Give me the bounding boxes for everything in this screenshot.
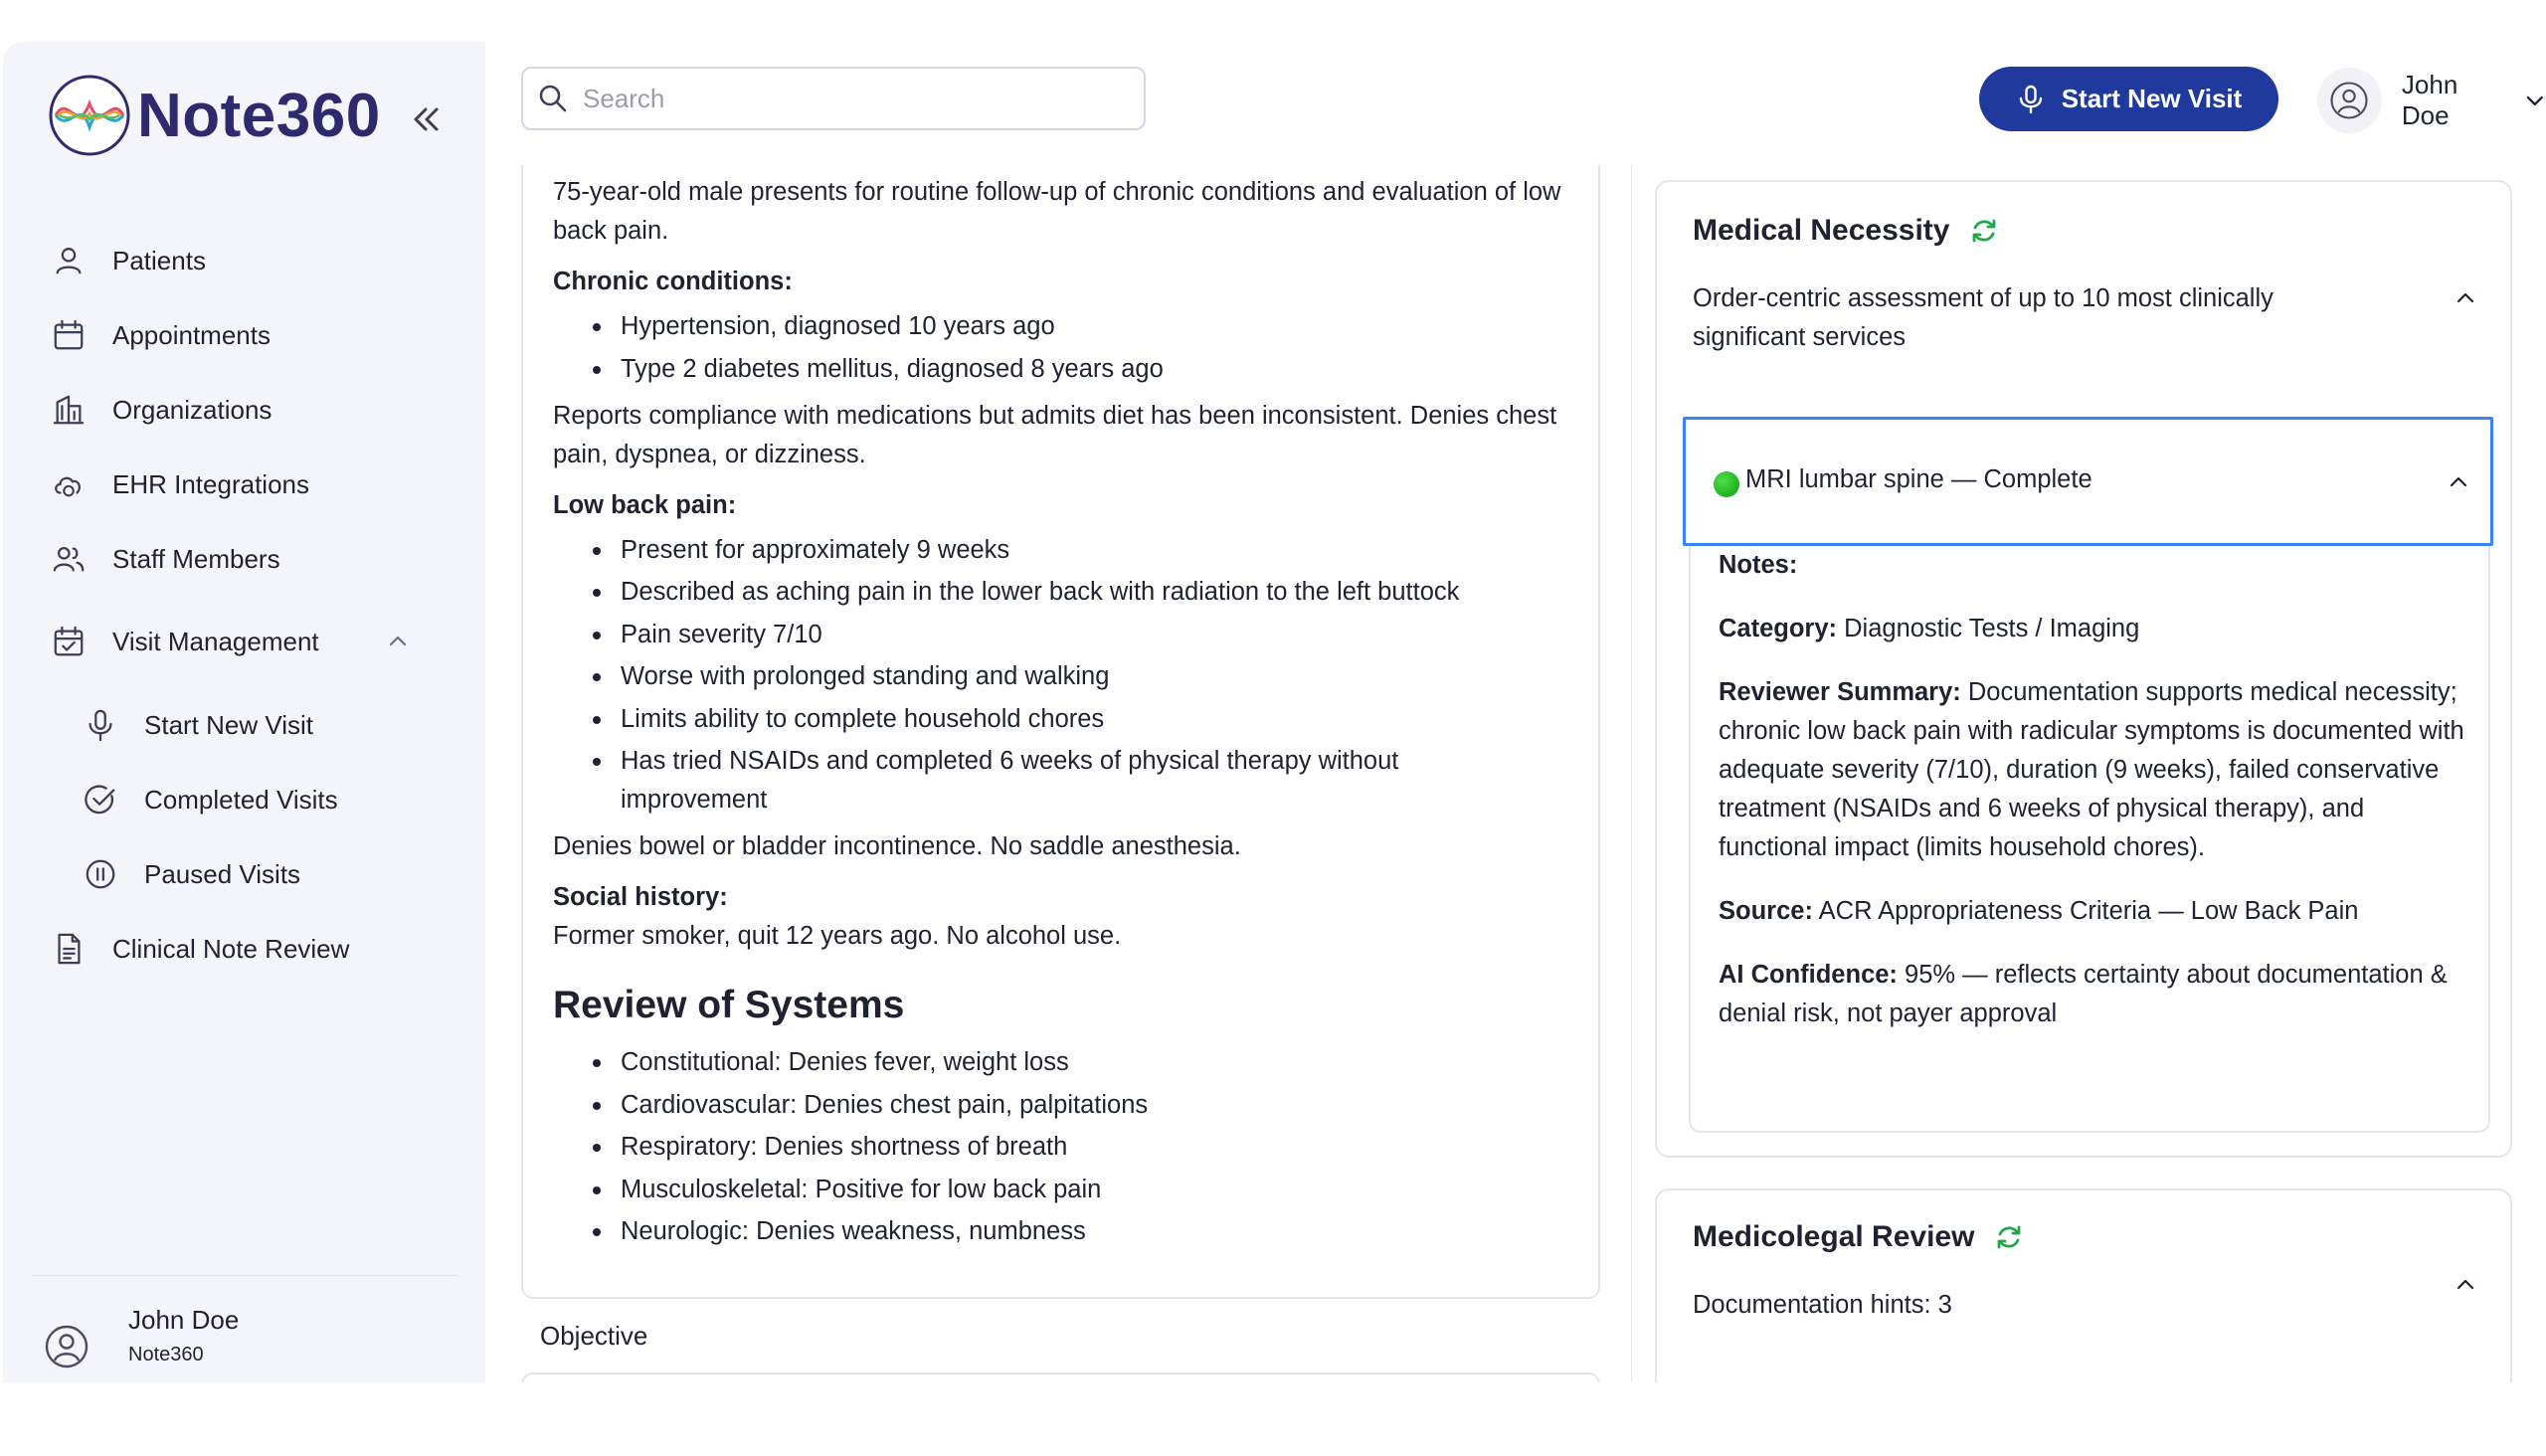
sidebar-item-paused-visits[interactable] bbox=[83, 849, 300, 899]
chevron-up-icon[interactable] bbox=[2453, 1272, 2478, 1298]
sidebar-item-label: Paused Visits bbox=[144, 858, 301, 889]
source-label: Source: bbox=[1719, 897, 1813, 925]
reviewer-summary-label: Reviewer Summary: bbox=[1719, 678, 1961, 706]
objective-label: Objective bbox=[540, 1321, 648, 1351]
document-icon bbox=[51, 931, 87, 967]
mri-lumbar-spine-item[interactable] bbox=[1683, 417, 2493, 546]
ros-title: Review of Systems bbox=[553, 984, 905, 1026]
avatar-icon bbox=[43, 1323, 91, 1370]
sidebar-user-org: Note360 bbox=[128, 1344, 204, 1365]
mri-details-text bbox=[1719, 546, 2474, 1058]
microphone-icon bbox=[83, 707, 118, 743]
search-input[interactable] bbox=[583, 84, 1120, 114]
sidebar-item-label: EHR Integrations bbox=[112, 468, 309, 499]
category-label: Category: bbox=[1719, 615, 1838, 642]
lbp-list bbox=[593, 531, 1577, 820]
sidebar-item-organizations[interactable] bbox=[51, 385, 272, 435]
ai-confidence-label: AI Confidence: bbox=[1719, 961, 1898, 989]
sidebar-item-label: Visit Management bbox=[112, 626, 319, 656]
list-item: Cardiovascular: Denies chest pain, palpitations bbox=[593, 1086, 1577, 1125]
user-name: John Doe bbox=[2401, 70, 2458, 130]
users-icon bbox=[51, 541, 87, 577]
list-item: Present for approximately 9 weeks bbox=[593, 531, 1577, 570]
sidebar-item-patients[interactable] bbox=[51, 236, 206, 285]
sidebar-item-label: Staff Members bbox=[112, 543, 280, 574]
documentation-hints: Documentation hints: 3 bbox=[1693, 1291, 1952, 1319]
social-heading: Social history: bbox=[553, 883, 728, 911]
column-divider bbox=[1631, 165, 1632, 1382]
ros-list bbox=[593, 1043, 1577, 1251]
sidebar-item-completed-visits[interactable] bbox=[83, 775, 338, 824]
building-icon bbox=[51, 392, 87, 428]
sidebar-item-label: Completed Visits bbox=[144, 784, 338, 815]
notes-label: Notes: bbox=[1719, 551, 1798, 579]
chronic-heading: Chronic conditions: bbox=[553, 268, 793, 295]
sidebar-item-label: Start New Visit bbox=[144, 709, 314, 740]
sidebar-divider bbox=[31, 1275, 458, 1276]
medicolegal-title bbox=[1693, 1220, 2024, 1254]
collapse-sidebar-icon[interactable] bbox=[406, 99, 446, 139]
medical-necessity-description: Order-centric assessment of up to 10 most clinically significant services bbox=[1693, 284, 2273, 351]
list-item: Musculoskeletal: Positive for low back pain bbox=[593, 1171, 1577, 1209]
avatar-icon bbox=[2328, 80, 2370, 121]
microphone-icon bbox=[2016, 85, 2046, 114]
refresh-icon[interactable] bbox=[1969, 216, 1999, 246]
chevron-up-icon[interactable] bbox=[2453, 285, 2478, 311]
mri-item-details bbox=[1689, 546, 2490, 1133]
brand-name: Note360 bbox=[137, 81, 381, 150]
sidebar-item-label: Patients bbox=[112, 245, 206, 275]
lbp-heading: Low back pain: bbox=[553, 490, 737, 519]
mri-item-label: MRI lumbar spine — Complete bbox=[1745, 465, 2092, 493]
source-value: ACR Appropriateness Criteria — Low Back Pain bbox=[1818, 897, 2359, 925]
medicolegal-title-text: Medicolegal Review bbox=[1693, 1220, 1975, 1253]
medical-necessity-title-text: Medical Necessity bbox=[1693, 214, 1950, 247]
brand-logo[interactable] bbox=[48, 74, 381, 157]
clinical-note-panel bbox=[521, 165, 1600, 1299]
medicolegal-review-card bbox=[1655, 1188, 2512, 1382]
logo-icon bbox=[48, 74, 131, 157]
sidebar-item-label: Organizations bbox=[112, 394, 273, 425]
note-content bbox=[553, 173, 1577, 1259]
note-compliance: Reports compliance with medications but admits diet has been inconsistent. Denies chest pain, dyspnea, or dizziness. bbox=[553, 401, 1557, 468]
chevron-down-icon bbox=[2524, 90, 2546, 111]
start-new-visit-label: Start New Visit bbox=[2061, 84, 2243, 113]
reviewer-summary-value: Documentation supports medical necessity; chronic low back pain with radicular symptoms is documented with adequate severity (7/10), duration (9 weeks), failed conservative treatment (NSAIDs and 6 weeks of physical therapy), and functional impact (limits household chores). bbox=[1719, 678, 2464, 861]
start-new-visit-button[interactable] bbox=[1979, 67, 2278, 131]
sidebar-user[interactable] bbox=[43, 1305, 239, 1370]
sidebar-item-start-new-visit[interactable] bbox=[83, 700, 313, 750]
note-social: Former smoker, quit 12 years ago. No alcohol use. bbox=[553, 922, 1122, 950]
pause-circle-icon bbox=[83, 856, 118, 892]
list-item: Pain severity 7/10 bbox=[593, 616, 1577, 654]
list-item: Constitutional: Denies fever, weight loss bbox=[593, 1043, 1577, 1082]
cloud-sync-icon bbox=[51, 466, 87, 502]
note-denies: Denies bowel or bladder incontinence. No saddle anesthesia. bbox=[553, 832, 1241, 860]
sidebar-item-appointments[interactable] bbox=[51, 310, 271, 360]
sidebar-item-ehr-integrations[interactable] bbox=[51, 459, 309, 509]
list-item: Respiratory: Denies shortness of breath bbox=[593, 1128, 1577, 1167]
user-icon bbox=[51, 243, 87, 278]
sidebar bbox=[3, 42, 485, 1382]
category-value: Diagnostic Tests / Imaging bbox=[1844, 615, 2140, 642]
list-item: Described as aching pain in the lower back with radiation to the left buttock bbox=[593, 573, 1577, 612]
medical-necessity-title bbox=[1693, 214, 1999, 248]
sidebar-item-clinical-note-review[interactable] bbox=[51, 924, 349, 974]
list-item: Limits ability to complete household chores bbox=[593, 700, 1577, 739]
status-dot-icon bbox=[1714, 471, 1739, 497]
refresh-icon[interactable] bbox=[1994, 1222, 2024, 1252]
calendar-icon bbox=[51, 317, 87, 353]
user-menu[interactable] bbox=[2317, 68, 2546, 133]
chevron-up-icon[interactable] bbox=[2446, 469, 2471, 495]
sidebar-item-label: Clinical Note Review bbox=[112, 933, 350, 964]
medical-necessity-card bbox=[1655, 180, 2512, 1158]
chronic-list bbox=[593, 307, 1577, 389]
chevron-up-icon[interactable] bbox=[386, 630, 410, 653]
list-item: Worse with prolonged standing and walking bbox=[593, 657, 1577, 696]
ai-confidence-value: 95% — reflects certainty about documentation & denial risk, not payer approval bbox=[1719, 961, 2448, 1027]
note-intro: 75-year-old male presents for routine follow-up of chronic conditions and evaluation of low back pain. bbox=[553, 178, 1561, 245]
check-circle-icon bbox=[83, 782, 118, 818]
list-item: Hypertension, diagnosed 10 years ago bbox=[593, 307, 1577, 346]
search-icon bbox=[537, 83, 569, 114]
list-item: Neurologic: Denies weakness, numbness bbox=[593, 1212, 1577, 1251]
search-box bbox=[521, 67, 1146, 130]
list-item: Has tried NSAIDs and completed 6 weeks of physical therapy without improvement bbox=[593, 742, 1577, 819]
sidebar-item-visit-management[interactable] bbox=[51, 617, 319, 666]
sidebar-user-name: John Doe bbox=[128, 1305, 240, 1335]
avatar bbox=[2317, 68, 2382, 133]
sidebar-item-label: Appointments bbox=[112, 319, 271, 350]
list-item: Type 2 diabetes mellitus, diagnosed 8 years ago bbox=[593, 350, 1577, 389]
calendar-check-icon bbox=[51, 624, 87, 659]
sidebar-item-staff-members[interactable] bbox=[51, 534, 280, 584]
objective-panel bbox=[521, 1372, 1600, 1382]
